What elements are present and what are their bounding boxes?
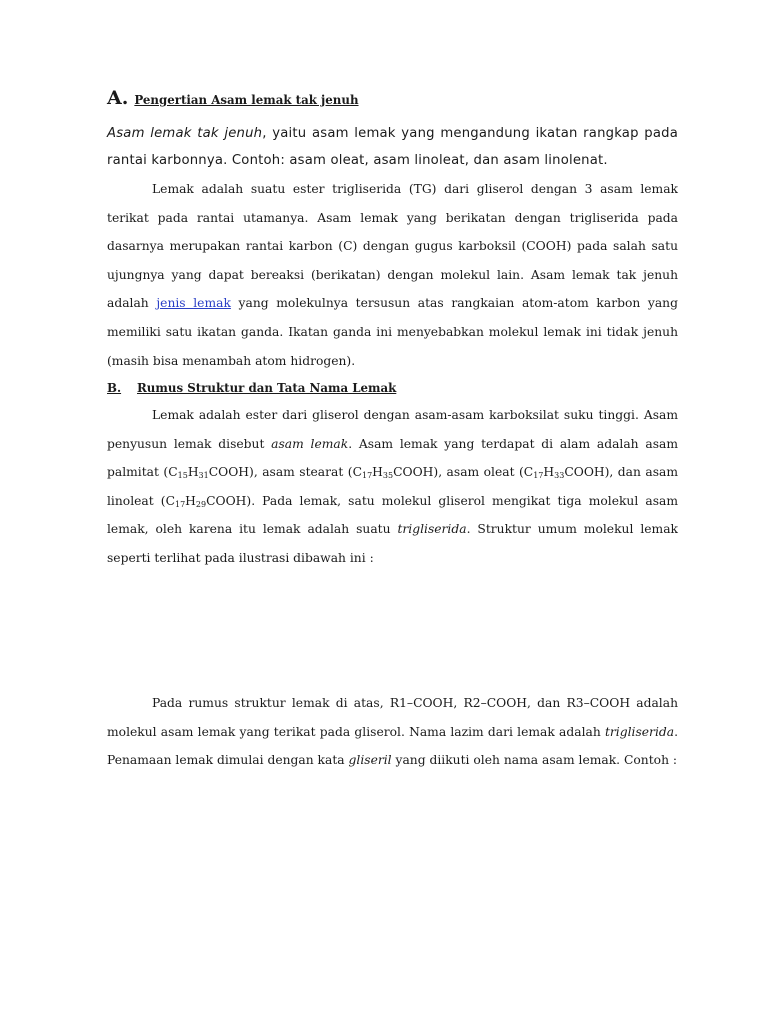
section-a-letter: A. [107,87,129,109]
section-b-title: Rumus Struktur dan Tata Nama Lemak [137,381,397,395]
formula-stearat: $C_{17}H_{35}COOH$ [352,465,434,481]
para3-text: . Penamaan lemak dimulai dengan kata [107,724,678,768]
section-a-title: Pengertian Asam lemak tak jenuh [134,93,359,107]
para2-text: Lemak adalah ester dari gliserol dengan asam-asam karboksilat suku tinggi. Asam penyusun lemak disebut [107,408,678,451]
para2-text: . Asam lemak yang terdapat di alam adalah asam palmitat ( [107,436,678,480]
para2-text: ), asam oleat ( [433,465,524,480]
definition-term: Asam lemak tak jenuh [107,126,263,141]
para2-text: ), asam stearat ( [249,465,353,480]
paragraph-lemak-definition [107,175,678,375]
para2-text: ), dan asam linoleat ( [107,465,678,508]
definition-paragraph [107,120,678,174]
section-b-heading [107,376,678,400]
paragraph-penamaan-lemak [107,689,678,775]
para3-text: Pada rumus struktur lemak di atas, R1–COOH, R2–COOH, dan R3–COOH adalah molekul asam lemak yang terikat pada gliserol. Nama lazim dari lemak adalah [107,696,678,739]
italic-trigliserida: trigliserida [604,724,675,739]
para1-text-a: Lemak adalah suatu ester trigliserida (TG) dari gliserol dengan 3 asam lemak terikat pada rantai utamanya. Asam lemak yang berikatan dengan trigliserida pada dasarnya merupakan rantai karbon (C) dengan gugus karboksil (COOH) pada salah satu ujungnya yang dapat bereaksi (berikatan) dengan molekul lain. Asam lemak tak jenuh adalah [107,182,678,311]
para2-text: ). Pada lemak, satu molekul gliserol mengikat tiga molekul asam lemak, oleh karena itu lemak adalah suatu [107,493,678,537]
italic-trigliserida: trigliserida [397,522,467,537]
para1-text-b: yang molekulnya tersusun atas rangkaian atom-atom karbon yang memiliki satu ikatan ganda. Ikatan ganda ini menyebabkan molekul lemak ini tidak jenuh (masih bisa menambah atom hidrogen). [107,296,678,368]
italic-gliseril: gliseril [348,753,392,768]
section-b-letter: B. [107,381,122,395]
formula-oleat: $C_{17}H_{33}COOH$ [523,465,605,481]
para3-text: yang diikuti oleh nama asam lemak. Contoh : [391,753,678,768]
paragraph-rumus-struktur [107,401,678,573]
definition-text: , yaitu asam lemak yang mengandung ikatan rangkap pada rantai karbonnya. Contoh: asam oleat, asam linoleat, dan asam linolenat. [107,126,679,168]
formula-linoleat: $C_{17}H_{29}COOH$ [165,493,247,509]
section-a-heading [107,86,678,113]
italic-asam-lemak: asam lemak [271,436,349,451]
jenis-lemak-link[interactable]: jenis lemak [156,296,231,311]
formula-palmitat: $C_{15}H_{31}COOH$ [168,465,250,481]
para2-text: . Struktur umum molekul lemak seperti terlihat pada ilustrasi dibawah ini : [107,522,678,565]
